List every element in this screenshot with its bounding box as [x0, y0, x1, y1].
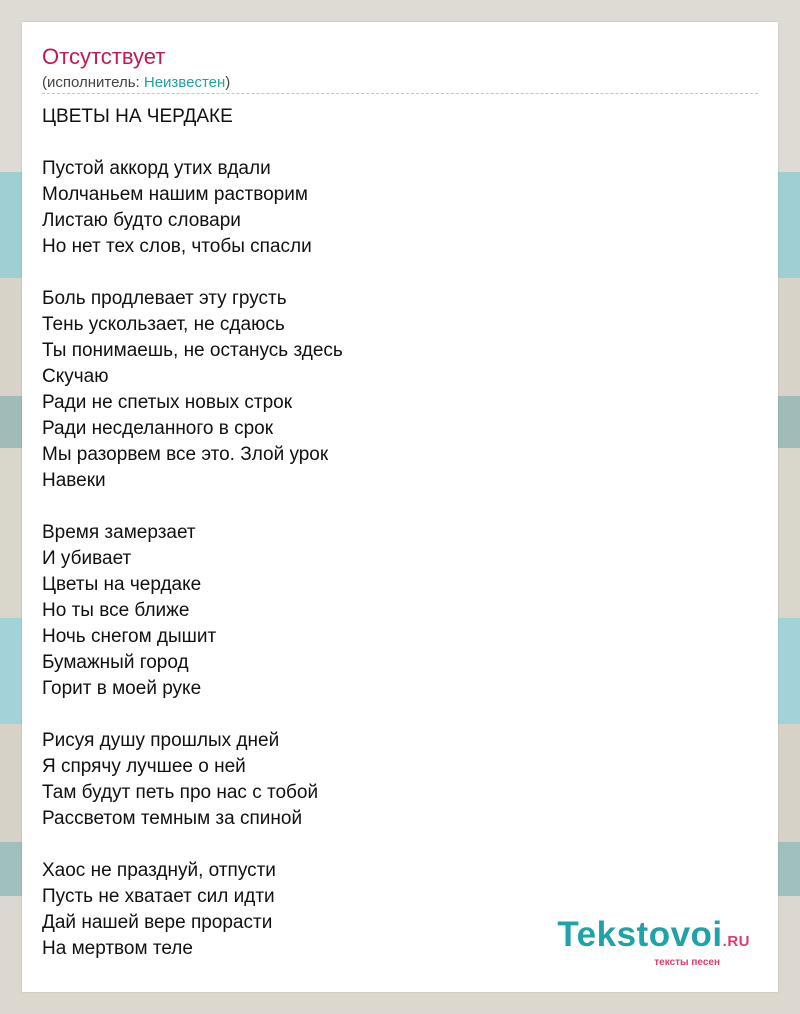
- lyric-line: Я спрячу лучшее о ней: [42, 756, 246, 777]
- title-divider: [42, 93, 758, 94]
- lyric-line: Время замерзает: [42, 522, 196, 543]
- lyric-line: Ты понимаешь, не останусь здесь: [42, 340, 343, 361]
- lyric-line: Навеки: [42, 470, 106, 491]
- lyric-line: Молчаньем нашим растворим: [42, 184, 308, 205]
- lyric-line: Горит в моей руке: [42, 678, 202, 699]
- lyric-line: Боль продлевает эту грусть: [42, 288, 287, 309]
- stanza-gap: [42, 702, 343, 728]
- stanza-gap: [42, 494, 343, 520]
- logo-wordmark: [557, 917, 750, 960]
- logo-subtitle: тексты песен: [654, 957, 720, 968]
- lyrics-body: [42, 104, 343, 962]
- artist-prefix: (исполнитель:: [42, 74, 144, 91]
- lyric-line: Тень ускользает, не сдаюсь: [42, 314, 285, 335]
- lyric-line: Пусть не хватает сил идти: [42, 886, 275, 907]
- lyric-line: Рассветом темным за спиной: [42, 808, 303, 829]
- artist-suffix: ): [225, 74, 231, 91]
- artist-link[interactable]: Неизвестен: [143, 74, 226, 91]
- song-title: Отсутствует: [42, 44, 166, 69]
- lyric-line: Хаос не празднуй, отпусти: [42, 860, 276, 881]
- lyric-line: Дай нашей вере прорасти: [42, 912, 273, 933]
- lyric-line: Но нет тех слов, чтобы спасли: [42, 236, 312, 257]
- stanza-gap: [42, 260, 343, 286]
- lyric-line: Скучаю: [42, 366, 109, 387]
- lyrics-card: [22, 22, 778, 992]
- lyric-line: Ночь снегом дышит: [42, 626, 217, 647]
- lyric-line: Цветы на чердаке: [42, 574, 202, 595]
- lyric-line: На мертвом теле: [42, 938, 193, 959]
- lyric-line: Мы разорвем все это. Злой урок: [42, 444, 329, 465]
- lyrics-heading: ЦВЕТЫ НА ЧЕРДАКЕ: [42, 106, 233, 127]
- logo-tld: .RU: [722, 933, 750, 950]
- logo-name: Tekstovoi: [557, 915, 723, 954]
- lyric-line: Рисуя душу прошлых дней: [42, 730, 280, 751]
- lyric-line: Но ты все ближе: [42, 600, 190, 621]
- lyric-line: Бумажный город: [42, 652, 189, 673]
- stanza-gap: [42, 832, 343, 858]
- lyric-line: Там будут петь про нас с тобой: [42, 782, 319, 803]
- lyric-line: Пустой аккорд утих вдали: [42, 158, 271, 179]
- lyric-line: И убивает: [42, 548, 132, 569]
- lyric-line: Листаю будто словари: [42, 210, 241, 231]
- lyric-line: Ради несделанного в срок: [42, 418, 274, 439]
- site-logo[interactable]: [557, 917, 750, 968]
- artist-line: [42, 74, 230, 92]
- stanza-gap: [42, 130, 343, 156]
- lyric-line: Ради не спетых новых строк: [42, 392, 293, 413]
